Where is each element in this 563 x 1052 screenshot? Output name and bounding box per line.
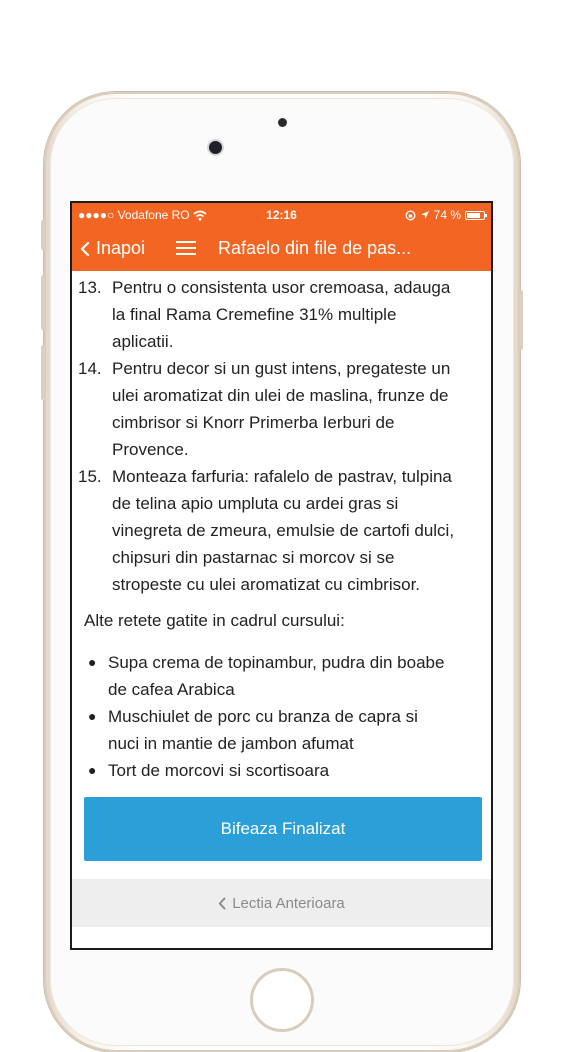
back-button[interactable] <box>80 238 145 259</box>
recipe-step <box>78 355 482 463</box>
step-number: 14. <box>78 359 102 378</box>
list-item <box>88 703 484 757</box>
front-camera <box>209 141 222 154</box>
step-line: ulei aromatizat din ulei de maslina, frunze de <box>112 386 449 405</box>
step-line: chipsuri din pastarnac si morcov si se <box>112 548 395 567</box>
list-item-line: Muschiulet de porc cu branza de capra si <box>108 707 418 726</box>
other-recipes-list <box>88 649 484 784</box>
location-arrow-icon <box>420 210 430 220</box>
status-bar <box>72 203 491 227</box>
top-navigation-bar <box>72 227 491 271</box>
recipe-steps-list <box>78 274 482 598</box>
bullet-icon: ● <box>88 654 97 670</box>
bullet-icon: ● <box>88 708 97 724</box>
list-item-line: de cafea Arabica <box>108 680 235 699</box>
list-item-line: nuci in mantie de jambon afumat <box>108 734 354 753</box>
list-item <box>88 757 484 784</box>
step-line: Provence. <box>112 440 189 459</box>
battery-icon <box>465 211 485 220</box>
mark-finished-button[interactable]: Bifeaza Finalizat <box>84 797 482 861</box>
step-line: Pentru o consistenta usor cremoasa, adauga <box>112 278 451 297</box>
step-line: Pentru decor si un gust intens, pregateste un <box>112 359 451 378</box>
chevron-left-icon <box>80 241 90 257</box>
clock: 12:16 <box>266 208 297 222</box>
page-title: Rafaelo din file de pas... <box>218 238 412 258</box>
step-line: vinegreta de zmeura, emulsie de cartofi dulci, <box>112 521 455 540</box>
recipe-step <box>78 274 482 355</box>
recipe-step <box>78 463 482 598</box>
phone-screen <box>70 201 493 950</box>
chevron-left-icon <box>218 897 226 910</box>
step-text <box>112 355 482 463</box>
home-button[interactable] <box>250 968 314 1032</box>
step-text <box>112 463 482 598</box>
list-item-line: Tort de morcovi si scortisoara <box>108 761 330 780</box>
previous-lesson-label: Lectia Anterioara <box>232 894 345 912</box>
lesson-content <box>72 271 491 948</box>
battery-percent: 74 % <box>433 208 461 222</box>
step-line: de telina apio umpluta cu ardei gras si <box>112 494 399 513</box>
step-number: 13. <box>78 278 102 297</box>
step-number: 15. <box>78 467 102 486</box>
list-item <box>88 649 484 703</box>
step-line: la final Rama Cremefine 31% multiple <box>112 305 397 324</box>
previous-lesson-button[interactable] <box>72 879 491 927</box>
phone-power-button <box>519 290 523 350</box>
phone-side-button <box>41 220 45 250</box>
earpiece-speaker <box>278 118 287 127</box>
rotation-lock-icon <box>405 210 416 221</box>
other-recipes-heading: Alte retete gatite in cadrul cursului: <box>84 611 345 630</box>
list-item-line: Supa crema de topinambur, pudra din boabe <box>108 653 445 672</box>
carrier-label: ●●●●○ Vodafone RO <box>78 208 190 222</box>
bullet-icon: ● <box>88 762 97 778</box>
step-line: Monteaza farfuria: rafalelo de pastrav, tulpina <box>112 467 452 486</box>
phone-volume-down <box>41 345 45 400</box>
step-line: stropeste cu ulei aromatizat cu cimbrisor. <box>112 575 421 594</box>
step-line: aplicatii. <box>112 332 174 351</box>
step-line: cimbrisor si Knorr Primerba Ierburi de <box>112 413 395 432</box>
back-label: Inapoi <box>96 238 146 258</box>
step-text <box>112 274 482 355</box>
phone-volume-up <box>41 275 45 330</box>
hamburger-menu-icon[interactable] <box>176 241 196 255</box>
